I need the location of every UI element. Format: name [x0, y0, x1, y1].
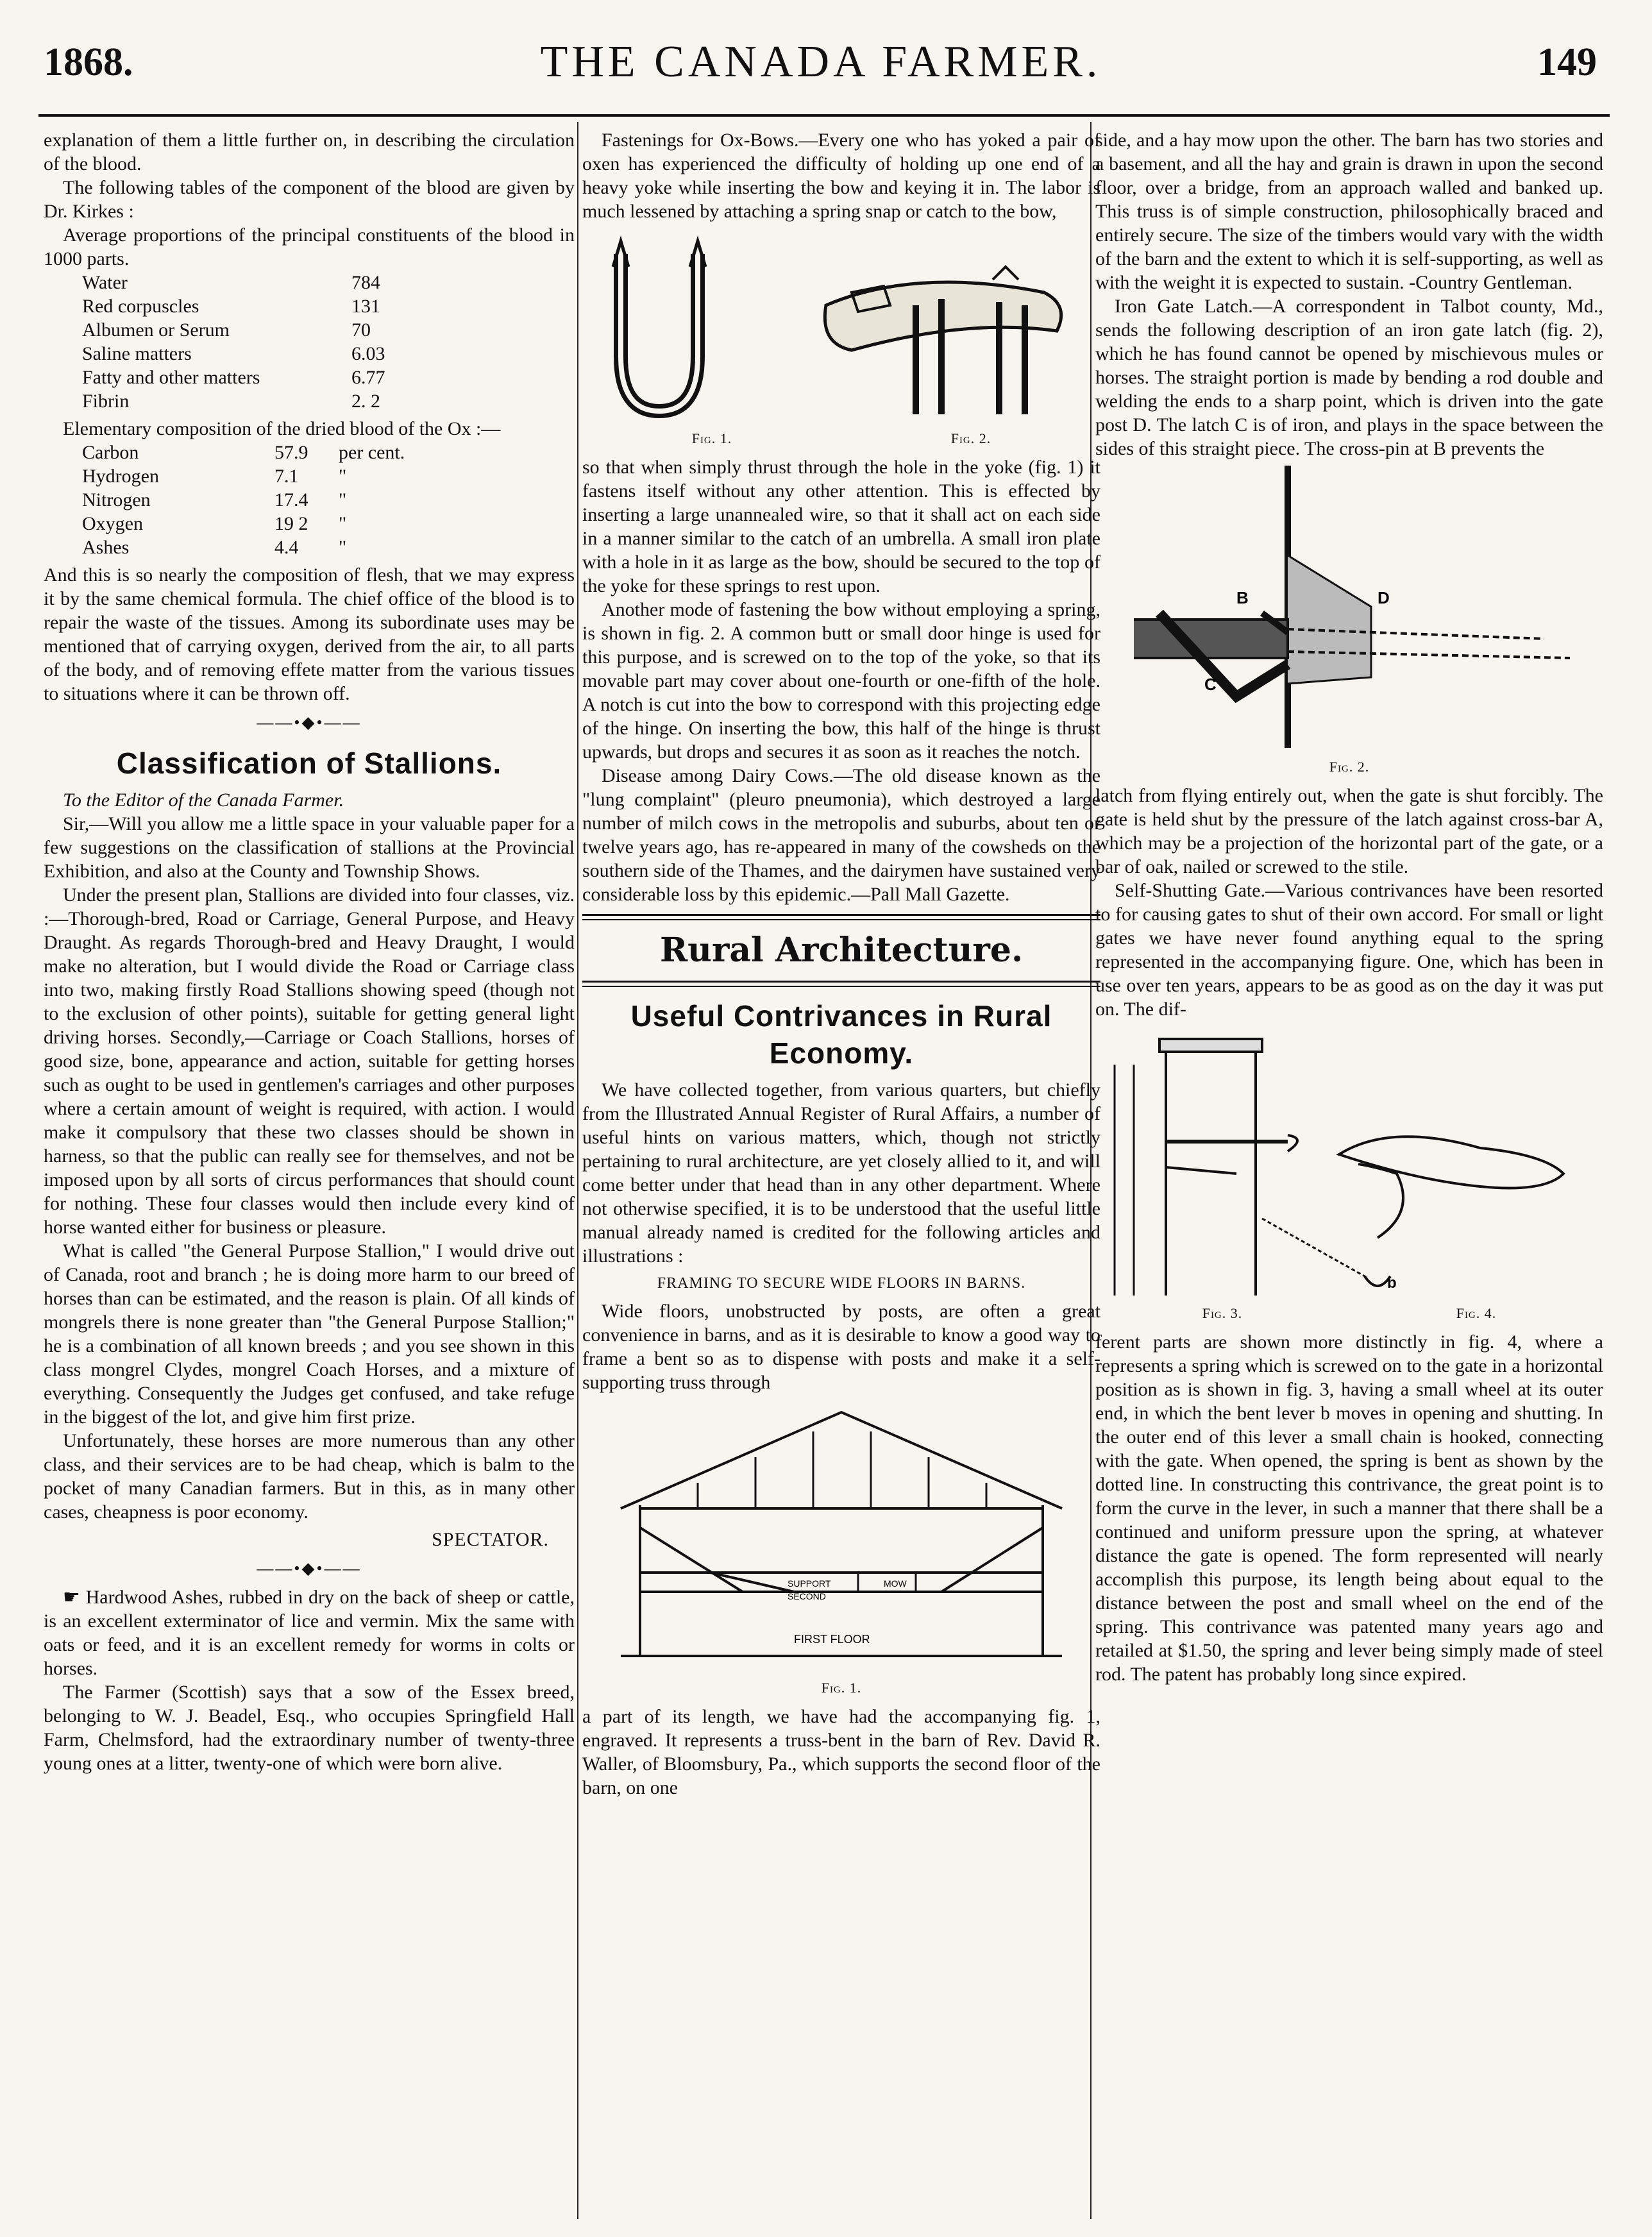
page-number: 149: [1537, 40, 1597, 84]
ox-bow-figures: [582, 228, 1100, 450]
blood-conclusion: And this is so nearly the composition of flesh, that we may express it by the same chemical formula. The chief office of the blood is to repair the waste of the tissues. Among its subordinate uses may be mentioned that of carrying oxygen, derived from the air, to all parts of the body, and of removing effete matter from the various tissues to situations where it can be thrown off.: [44, 564, 575, 704]
ox-bow-intro: Fastenings for Ox-Bows.—Every one who has yoked a pair of oxen has experienced the difficulty of holding up one end of a heavy yoke while inserting the bow and keying it in. The labor is much lessened by attaching a spring snap or catch to the bow,: [582, 130, 1100, 222]
essex-sow-note: The Farmer (Scottish) says that a sow of the Essex breed, belonging to W. J. Beadel, Esq., who occupies Springfield Hall Farm, Chelmsford, had the extraordinary number of twenty-three young ones at a litter, twenty-one of which were born alive.: [44, 1682, 575, 1774]
table2-title: Elementary composition of the dried blood of the Ox :—: [63, 418, 501, 439]
table-row: Nitrogen 17.4 ": [82, 489, 347, 511]
self-shutting-gate-text: Self-Shutting Gate.—Various contrivances have been resorted to for causing gates to shut of their own accord. For small or light gates we have never found anything equal to the spring represented in the accompanying figure. One, which has been in use over ten years, appears to be as good as on the day it was put on. The dif-: [1095, 880, 1603, 1020]
table-row: Oxygen 19 2 ": [82, 513, 347, 534]
gate-latch-continued: latch from flying entirely out, when the gate is shut forcibly. The gate is held shut by the pressure of the latch against cross-bar A, which may be a projection of the horizontal part of the gate, or a bar of oak, nailed or screwed to the stile.: [1095, 785, 1603, 877]
pointing-hand-icon: ☛: [63, 1587, 86, 1608]
section-ornament: ——•◆•——: [257, 1559, 362, 1578]
hinge-yoke-icon: [825, 267, 1061, 414]
stallions-paragraph: Unfortunately, these horses are more numerous than any other class, and their services are to be had cheap, which is balm to the pocket of many Canadian farmers. But in this, as in many other cases, cheapness is poor economy.: [44, 1430, 575, 1523]
barn-label: SUPPORT: [788, 1578, 831, 1589]
latch-label: D: [1378, 588, 1390, 607]
figure-caption: Fig. 1.: [691, 430, 732, 446]
latch-label: B: [1236, 588, 1249, 607]
barn-label: MOW: [884, 1578, 907, 1589]
newspaper-title: THE CANADA FARMER.: [540, 37, 1102, 87]
barn-truss-continued: side, and a hay mow upon the other. The barn has two stories and a basement, and all the hay and grain is drawn in upon the second floor, over a bridge, from an approach walled and banked up. This truss is of simple construction, philosophically braced and entirely secure. The size of the timbers would vary with the width of the barn and the extent to which it is self-supporting, as well as with the weight it is expected to sustain. -Country Gentleman.: [1095, 130, 1603, 293]
table-row: Saline matters 6.03: [82, 343, 385, 364]
section-rule: [582, 981, 1100, 987]
stallions-paragraph: Under the present plan, Stallions are divided into four classes, viz. :—Thorough-bred, Road or Carriage, General Purpose, and Heavy Draught. As regards Thorough-bred and Heavy Draught, I would make no alteration, but I would divide the Road or Carriage class into two, making firstly Road Stallions showing speed (though not to the exclusion of other points), suitable for getting general light driving horses. Secondly,—Carriage or Coach Stallions, horses of good size, bone, appearance and action, suitable for getting horses such as ought to be used in gentlemen's carriages and other purposes where a certain amount of weight is required, with action. I would make it compulsory that these two classes should be shown in harness, so that the public can really see for themselves, and not be imposed upon by all sorts of circus performances that should count for nothing. These four classes would then include every kind of horse wanted either for business or pleasure.: [44, 884, 575, 1238]
figure-caption: Fig. 2.: [1329, 759, 1370, 775]
gate-label: b: [1387, 1274, 1397, 1292]
useful-contrivances-headline: Useful Contrivances in Rural Economy.: [630, 999, 1052, 1070]
issue-year: 1868.: [44, 40, 133, 84]
column-right: [1095, 128, 1603, 2219]
figure-caption: Fig. 3.: [1202, 1305, 1243, 1321]
table-row: Hydrogen 7.1 ": [82, 466, 347, 487]
barn-truss-text: a part of its length, we have had the accompanying fig. 1, engraved. It represents a truss-bent in the barn of Rev. David R. Waller, of Bloomsbury, Pa., which supports the second floor of the barn, on one: [582, 1706, 1100, 1798]
stallions-paragraph: What is called "the General Purpose Stallion," I would drive out of Canada, root and branch ; he is doing more harm to our breed of horses than can be estimated, and the reason is plain. Of all kinds of mongrels there is none greater than "the General Purpose Stallion;" he is a combination of all known breeds ; and you see shown in this class mongrel Clydes, mongrel Coach Horses, and a mixture of everything. Consequently the Judges get confused, and take refuge in the biggest of the lot, and give him first prize.: [44, 1240, 575, 1428]
letter-signature: SPECTATOR.: [432, 1529, 549, 1550]
barn-truss-illustration: [582, 1399, 1100, 1669]
latch-label: C: [1204, 675, 1217, 694]
column-divider-1: [577, 122, 578, 2219]
gate-latch-figure: [1095, 466, 1603, 779]
blood-tables-intro: The following tables of the component of the blood are given by Dr. Kirkes :: [44, 177, 575, 222]
gate-latch-text: Iron Gate Latch.—A correspondent in Talbot county, Md., sends the following description of an iron gate latch (fig. 2), which he has found cannot be opened by mischievous mules or horses. The straight portion is made by bending a rod double and welding the ends to a sharp point, which is driven into the gate post D. The latch C is of iron, and plays in the space between the sides of this straight piece. The cross-pin at B prevents the: [1095, 296, 1603, 459]
barn-truss-figure: [582, 1399, 1100, 1700]
section-ornament: ——•◆•——: [257, 713, 362, 732]
blood-text-continued: explanation of them a little further on, in describing the circulation of the blood.: [44, 130, 575, 174]
ox-bow-hinge-text: Another mode of fastening the bow without employing a spring, is shown in fig. 2. A common butt or small door hinge is used for this purpose, and is screwed on to the top of the yoke, so that its movable part may cover about one-fourth or one-fifth of the hole. A notch is cut into the bow to correspond with this projecting edge of the hinge. On inserting the bow, this half of the hinge is thrust upwards, but drops and secures it as soon as it reaches the notch.: [582, 599, 1100, 763]
table-row: Fatty and other matters 6.77: [82, 367, 385, 388]
table-row: Water 784: [82, 272, 380, 293]
figure-caption: Fig. 4.: [1456, 1305, 1497, 1321]
barn-label: FIRST FLOOR: [794, 1633, 870, 1646]
table-row: Carbon 57.9 per cent.: [82, 442, 405, 463]
spring-bow-icon: [613, 241, 705, 411]
column-middle: [582, 128, 1100, 2219]
masthead: [38, 33, 1603, 104]
table-row: Red corpuscles 131: [82, 296, 380, 317]
blood-proportions-table: [82, 271, 575, 413]
dairy-disease-note: Disease among Dairy Cows.—The old disease known as the "lung complaint" (pleuro pneumonia), which destroyed a large number of milch cows in the metropolis and suburbs, about ten or twelve years ago, has re-appeared in many of the cowsheds on the southern side of the Thames, and the dairymen have sustained very considerable loss by this epidemic.—Pall Mall Gazette.: [582, 765, 1100, 905]
barn-label: SECOND: [788, 1591, 826, 1601]
figure-caption: Fig. 2.: [950, 430, 991, 446]
contrivances-intro: We have collected together, from various quarters, but chiefly from the Illustrated Annual Register of Rural Affairs, a number of useful hints on various matters, which, though not strictly pertaining to rural architecture, are yet closely allied to it, and will come better under that head than in any other department. Where not otherwise specified, it is to be understood that the useful little manual already named is credited for the following articles and illustrations :: [582, 1079, 1100, 1267]
framing-subhead: FRAMING TO SECURE WIDE FLOORS IN BARNS.: [657, 1275, 1026, 1292]
ox-bow-spring-text: so that when simply thrust through the hole in the yoke (fig. 1) it fastens itself without any other attention. This is effected by inserting a large unannealed wire, so that it shall act on each side in a manner similar to the catch of an umbrella. A small iron plate with a hole in it as large as the bow, should be secured to the top of the yoke for these springs to rest upon.: [582, 457, 1100, 596]
self-shutting-gate-figures: [1095, 1026, 1603, 1325]
letter-salutation: To the Editor of the Canada Farmer.: [63, 789, 344, 811]
gate-latch-illustration: [1095, 466, 1603, 748]
ox-blood-composition-table: [82, 441, 575, 559]
hardwood-ashes-note: ☛ Hardwood Ashes, rubbed in dry on the back of sheep or cattle, is an excellent exterminator of lice and vermin. Mix the same with oats or feed, and it is an excellent remedy for worms in colts or horses.: [44, 1587, 575, 1679]
column-left: [44, 128, 575, 2219]
table-row: Albumen or Serum 70: [82, 319, 371, 341]
ox-bow-illustration: [582, 228, 1100, 421]
section-rule: [582, 914, 1100, 920]
wide-floors-text: Wide floors, unobstructed by posts, are often a great convenience in barns, and as it is desirable to know a good way to frame a bent so as to dispense with posts and make it a self-supporting truss through: [582, 1301, 1100, 1393]
gate-spring-explanation: ferent parts are shown more distinctly in fig. 4, where a represents a spring which is screwed on to the gate in a horizontal position as is shown in fig. 3, having a small wheel at its outer end, in which the bent lever b moves in opening and shutting. In the outer end of this lever a small chain is hooked, connecting with the gate. When opened, the spring is bent as shown by the dotted line. In constructing this contrivance, the great point is to form the curve in the lever, in such a manner that there shall be a continued and uniform pressure upon the spring, at whatever distance the gate is opened. The form represented will nearly accomplish this purpose, its length being about equal to the distance between the post and small wheel on the end of the spring. This contrivance was patented many years ago and retailed at $1.50, the spring and lever being simply made of steel rod. The patent has probably long since expired.: [1095, 1331, 1603, 1685]
table1-title: Average proportions of the principal constituents of the blood in 1000 parts.: [44, 224, 575, 269]
rural-architecture-heading: Rural Architecture.: [659, 931, 1024, 970]
header-rule: [38, 114, 1610, 117]
gate-spring-illustration: [1095, 1026, 1603, 1296]
table-row: Fibrin 2. 2: [82, 391, 380, 412]
table-row: Ashes 4.4 ": [82, 537, 347, 558]
figure-caption: Fig. 1.: [821, 1680, 862, 1696]
stallions-paragraph: Sir,—Will you allow me a little space in your valuable paper for a few suggestions on the classification of stallions at the Provincial Exhibition, and also at the County and Township Shows.: [44, 813, 575, 882]
stallions-headline: Classification of Stallions.: [116, 747, 502, 780]
